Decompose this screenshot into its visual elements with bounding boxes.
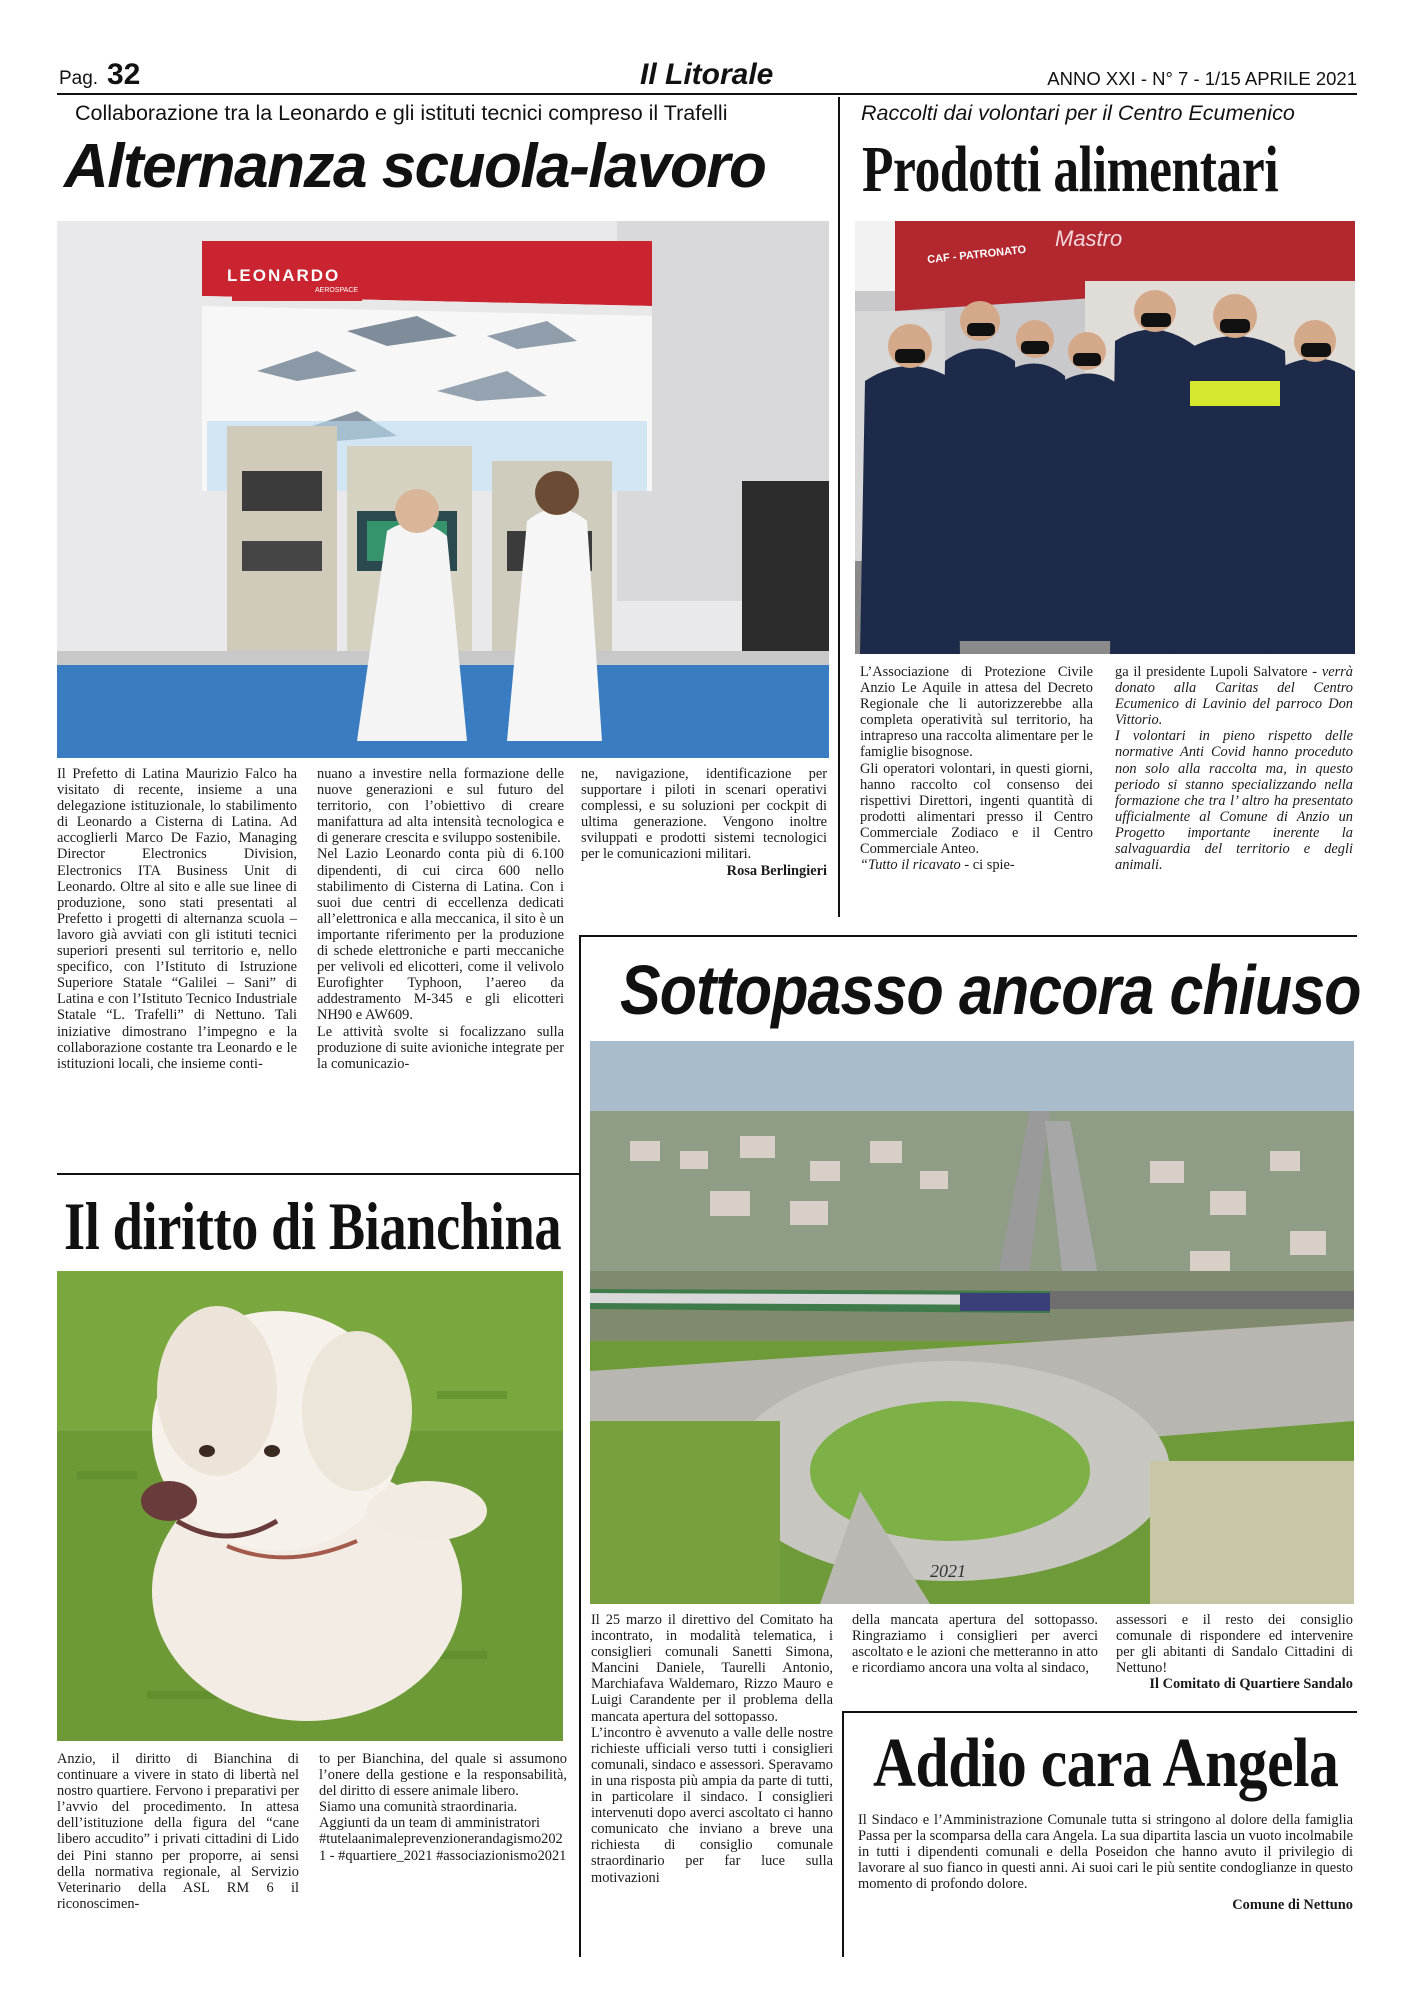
title-food-wrap: [862, 132, 1342, 212]
food-col2: [1115, 664, 1353, 873]
dog-col2b: Siamo una comunità straordinaria.: [319, 1799, 518, 1816]
food-col2b: I volontari in pieno rispetto delle normative Anti Covid hanno proceduto non solo alla raccolta ma, in questo periodo si stanno specializzando nella formazione che tra l’ altro ha presentato ufficialmente al Comune di Anzio un Progetto importante inerente la salvaguardia del territorio e degli animali.: [1115, 728, 1353, 874]
school-col2: [317, 766, 564, 1072]
school-col2b: Nel Lazio Leonardo conta più di 6.100 dipendenti, di cui circa 600 nello stabilimento di Cisterna di Latina. Con i suoi due centri di eccellenza dedicati all’elettronica e alla meccanica, il sito è un importante riferimento per la produzione di schede elettroniche e parti meccaniche per velivoli ed elicotteri, come il velivolo Eurofighter Typhoon, l’aereo da addestramento M-345 e gli elicotteri NH90 e AW609.: [317, 846, 564, 1024]
underpass-top-rule: [579, 935, 1357, 937]
title-food: Prodotti alimentari: [862, 133, 1279, 206]
title-school: Alternanza scuola-lavoro: [64, 132, 766, 201]
food-col1: [860, 664, 1093, 873]
title-angela: Addio cara Angela: [873, 1725, 1339, 1802]
lab-logo-text: LEONARDO: [227, 266, 341, 285]
issue-info: ANNO XXI - N° 7 - 1/15 APRILE 2021: [1047, 68, 1357, 89]
header-rule: [57, 93, 1357, 95]
kicker-school: Collaborazione tra la Leonardo e gli istituti tecnici compreso il Trafelli: [75, 101, 728, 125]
title-underpass-wrap: [620, 950, 1361, 1040]
dog-col2c: Aggiunti da un team di amministratori: [319, 1815, 541, 1832]
aerial-scene: [590, 1041, 1354, 1604]
title-angela-wrap: [873, 1724, 1339, 1804]
dog-col2d: #tutelaanimaleprevenzionerandagismo2021 - #quartiere_2021 #associazionismo2021: [319, 1831, 567, 1864]
underpass-author: Il Comitato di Quartiere Sandalo: [1149, 1676, 1353, 1693]
photo-volunteers: [855, 221, 1355, 654]
top-column-rule: [838, 97, 840, 917]
underpass-col1b: L’incontro è avvenuto a valle delle nostre richieste ufficiali verso tutti i consiglieri comunali, sindaco e assessori. Speravamo in una risposta più ampia da parte di tutti, in particolare il sindaco. I consiglieri intervenuti dopo averci ascoltato ci hanno comunicato che inviano a breve una richiesta di consiglio comunale straordinario per far luce sulla motivazioni: [591, 1724, 833, 1886]
angela-author: Comune di Nettuno: [1232, 1897, 1353, 1914]
underpass-col3: assessori e il resto dei consiglio comunale di rispondere ed intervenire per gli abitanti di Sandalo Cittadini di Nettuno! Il Comitato di Quartiere Sandalo: [1116, 1612, 1353, 1693]
underpass-col1: [591, 1612, 833, 1886]
school-col2a: nuano a investire nella formazione delle nuove generazioni e sul futuro del territorio, con l’obiettivo di creare manifattura ad alta intensità tecnologica e di generare crescita e sviluppo sostenibile.: [317, 766, 564, 847]
photo-aerial-underpass: [590, 1041, 1354, 1604]
food-col1c: “Tutto il ricavato - ci spie-: [860, 857, 1015, 874]
lab-logo-sub: AEROSPACE: [315, 287, 359, 294]
underpass-left-rule: [579, 935, 581, 1957]
dog-scene: [57, 1271, 563, 1741]
title-dog-wrap: [64, 1187, 574, 1267]
angela-left-rule: [842, 1711, 844, 1957]
school-author: Rosa Berlingieri: [726, 862, 827, 879]
dog-col1: Anzio, il diritto di Bianchina di continuare a vivere in stato di libertà nel nostro quartiere. Fervono i preparativi per l’avvio del procedimento. In attesa dell’istituzione della figura del “cane libero accudito” i privati cittadini di Lido dei Pini stanno per proporre, ai sensi della normativa regionale, al Servizio Veterinario della ASL RM 6 il riconoscimen-: [57, 1751, 299, 1912]
photo-leonardo-lab: [57, 221, 829, 758]
volunteers-scene: [855, 221, 1355, 654]
dog-top-rule: [57, 1173, 579, 1175]
underpass-col2: della mancata apertura del sottopasso. Ringraziamo i consiglieri per averci ascoltato e le azioni che metteranno in atto e ricordiamo ancora una volta al sindaco,: [852, 1612, 1098, 1677]
underpass-col1a: Il 25 marzo il direttivo del Comitato ha incontrato, in modalità telematica, i consiglieri comunali Sanetti Simona, Mancini Daniele, Taurelli Antonio, Marchiafava Waldemaro, Rizzo Mauro e Luigi Carandente per il problema della mancata apertura del sottopasso.: [591, 1612, 833, 1725]
title-underpass: Sottopasso ancora chiuso: [620, 951, 1361, 1029]
title-dog: Il diritto di Bianchina: [64, 1188, 562, 1264]
volunteers-sign-2: Mastro: [1055, 226, 1123, 251]
dog-col2: [319, 1751, 567, 1864]
school-col3: ne, navigazione, identificazione per supportare i piloti in scenari operativi complessi, e su soluzioni per cockpit di ultima generazione. Vengono inoltre sviluppati e prodotti sistemi tecnologici per le comunicazioni militari. Rosa Berlingieri: [581, 766, 827, 879]
food-col1b: Gli operatori volontari, in questi giorni, hanno raccolto col consenso dei rispettivi Direttori, ingenti quantità di prodotti alimentari presso il Centro Commerciale Zodiaco e il Centro Commerciale Anteo.: [860, 760, 1093, 858]
page-number: 32: [107, 58, 141, 91]
food-col1a: L’Associazione di Protezione Civile Anzio Le Aquile in attesa del Decreto Regionale che li autorizzerebbe alla completa operatività sul territorio, ha intrapreso una raccolta alimentare per le famiglie bisognose.: [860, 664, 1093, 761]
lab-scene: [57, 221, 829, 758]
school-col2c: Le attività svolte si focalizzano sulla produzione di suite avioniche integrate per la comunicazio-: [317, 1023, 564, 1072]
photo-bianchina-dog: [57, 1271, 563, 1741]
page-label: Pag.: [59, 68, 99, 89]
volunteers-sign-1: CAF - PATRONATO: [926, 243, 1027, 267]
masthead: Il Litorale: [640, 58, 774, 91]
aerial-signature: 2021: [930, 1561, 966, 1581]
kicker-food: Raccolti dai volontari per il Centro Ecumenico: [861, 101, 1295, 125]
school-col1: Il Prefetto di Latina Maurizio Falco ha visitato di recente, insieme a una delegazione istituzionale, lo stabilimento di Leonardo a Cisterna di Latina. Ad accoglierli Marco De Fazio, Managing Director Electronics Division, Electronics ITA Business Unit di Leonardo. Oltre al sito e alle sue linee di produzione, sono stati presentati al Prefetto i progetti di alternanza scuola – lavoro già avviati con gli istituti tecnici superiori presenti sul territorio e, nello specifico, con l’Istituto di Istruzione Superiore Statale “Galilei – Sani” di Latina e con l’Istituto Tecnico Industriale Statale “L. Trafelli” di Nettuno. Tali iniziative dimostrano l’impegno e la collaborazione costante tra Leonardo e le istituzioni locali, che insieme conti-: [57, 766, 297, 1072]
angela-top-rule: [842, 1711, 1357, 1713]
food-col2a: ga il presidente Lupoli Salvatore - verrà donato alla Caritas del Centro Ecumenico di Lavinio del parroco Don Vittorio.: [1115, 664, 1353, 729]
dog-col2a: to per Bianchina, del quale si assumono l’onere della gestione e la responsabilità, del diritto di essere animale libero.: [319, 1751, 567, 1800]
angela-text: Il Sindaco e l’Amministrazione Comunale tutta si stringono al dolore della famiglia Passa per la scomparsa della cara Angela. La sua dipartita lascia un vuoto incolmabile in tutti i dipendenti comunali e della Poseidon che hanno avuto il privilegio di lavorare al suo fianco in questi anni. Ai suoi cari le più sentite condoglianze in questo momento di profondo dolore. Comune di Nettuno: [858, 1812, 1353, 1914]
